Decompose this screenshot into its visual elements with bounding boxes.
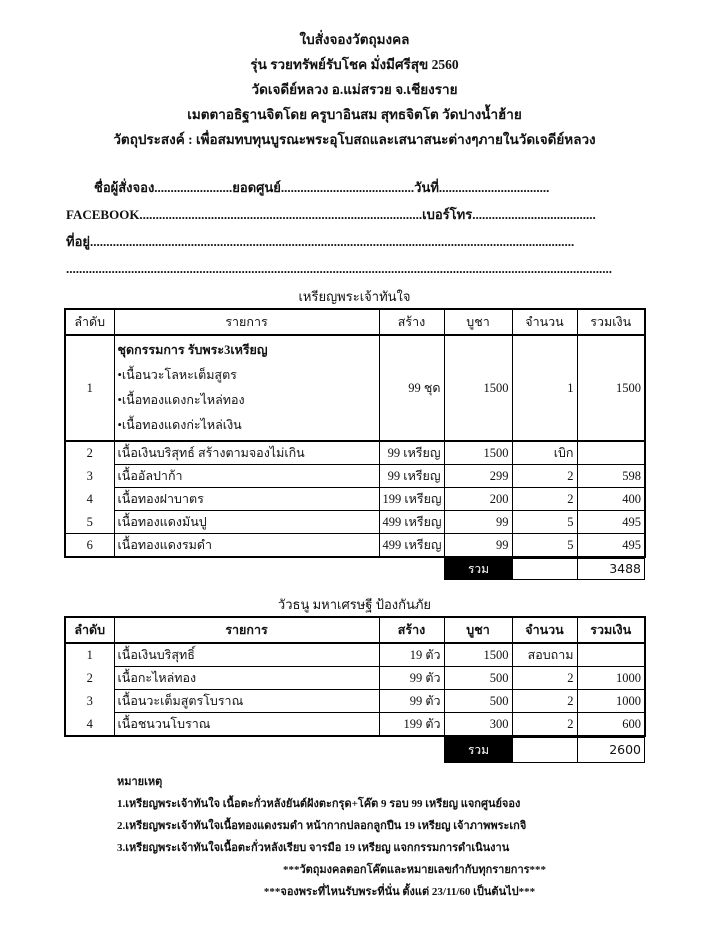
row-price: 200 (444, 488, 512, 511)
row-price: 99 (444, 511, 512, 534)
row-total (577, 643, 645, 667)
row-index: 2 (65, 441, 114, 465)
row-index: 3 (65, 465, 114, 488)
col-build-header: สร้าง (379, 309, 444, 335)
table1-title: เหรียญพระเจ้าทันใจ (298, 289, 411, 304)
table1 (64, 308, 646, 558)
blessing-line: เมตตาอธิฐานจิตโดย ครูบาอินสม สุทธจิตโต วัดปางน้ำฮ้าย (187, 107, 522, 122)
notes-heading: หมายเหตุ (117, 776, 163, 788)
grand-total: 2600 (578, 738, 645, 763)
grand-total: 3488 (578, 559, 645, 580)
footer-note-code: ***วัตถุมงคลตอกโค๊ตและหมายเลขกำกับทุกรายการ*** (282, 864, 547, 876)
col-total-header: รวมเงิน (577, 309, 645, 335)
row-qty: 2 (512, 690, 577, 713)
row-item: เนื้อชนวนโบราณ (114, 713, 379, 737)
row-index: 1 (65, 643, 114, 667)
row-qty: สอบถาม (512, 643, 577, 667)
row-price: 1500 (444, 335, 512, 441)
note-item: 3.เหรียญพระเจ้าทันใจเนื้อตะกั่วหลังเรียบ จารมือ 19 เหรียญ แจกกรรมการดำเนินงาน (117, 842, 510, 854)
footer-note-pickup: ***จองพระที่ไหนรับพระที่นั่น ตั้งแต่ 23/11/60 เป็นต้นไป*** (263, 886, 536, 898)
row-item: เนื้อทองแดงมันปู (114, 511, 379, 534)
row-build: 199 เหรียญ (379, 488, 444, 511)
col-qty-header: จำนวน (512, 309, 577, 335)
row-qty: 2 (512, 465, 577, 488)
table2-title: วัวธนู มหาเศรษฐี ป้องกันภัย (277, 597, 432, 612)
row-price: 500 (444, 667, 512, 690)
row-build: 199 ตัว (379, 713, 444, 737)
row-qty: 2 (512, 713, 577, 737)
set-sub-item: •เนื้อทองแดงก่ะไหล่เงิน (117, 418, 242, 432)
col-index-header: ลำดับ (65, 617, 114, 643)
row-total: 1500 (577, 335, 645, 441)
total-label: รวม (445, 738, 513, 763)
row-price: 99 (444, 534, 512, 558)
row-build: 99 ตัว (379, 667, 444, 690)
row-price: 1500 (444, 643, 512, 667)
table1-wrap (64, 308, 644, 580)
row-item: เนื้อนวะเต็มสูตรโบราณ (114, 690, 379, 713)
col-item-header: รายการ (114, 309, 379, 335)
row-item: เนื้ออัลปาก้า (114, 465, 379, 488)
row-qty: 2 (512, 667, 577, 690)
table2-wrap (64, 616, 644, 763)
row-price: 299 (444, 465, 512, 488)
table-row (65, 667, 645, 690)
row-total (577, 441, 645, 465)
note-item: 2.เหรียญพระเจ้าทันใจเนื้อทองแดงรมดำ หน้ากากปลอกลูกปืน 19 เหรียญ เจ้าภาพพระเกจิ (117, 820, 527, 832)
purpose-line: วัตถุประสงค์ : เพื่อสมทบทุนบูรณะพระอุโบสถและเสนาสนะต่างๆภายในวัดเจดีย์หลวง (113, 132, 596, 147)
row-total: 1000 (577, 667, 645, 690)
row-item: เนื้อเงินบริสุทธิ์ (114, 643, 379, 667)
table-row (65, 534, 645, 558)
set-heading: ชุดกรรมการ รับพระ3เหรียญ (117, 343, 268, 357)
temple-name: วัดเจดีย์หลวง อ.แม่สรวย จ.เชียงราย (251, 82, 458, 97)
row-item: เนื้อกะไหล่ทอง (114, 667, 379, 690)
document-title: ใบสั่งจองวัตถุมงคล (299, 32, 410, 47)
table-row (65, 441, 645, 465)
row-build: 499 เหรียญ (379, 534, 444, 558)
row-qty: 1 (512, 335, 577, 441)
table-row (65, 713, 645, 737)
row-total: 1000 (577, 690, 645, 713)
row-total: 400 (577, 488, 645, 511)
row-total: 495 (577, 534, 645, 558)
row-total: 598 (577, 465, 645, 488)
table-row (65, 511, 645, 534)
table1-header-row (65, 309, 645, 335)
col-total-header: รวมเงิน (577, 617, 645, 643)
col-item-header: รายการ (114, 617, 379, 643)
row-item: เนื้อทองแดงรมดำ (114, 534, 379, 558)
row-item: เนื้อเงินบริสุทธ์ สร้างตามจองไม่เกิน (114, 441, 379, 465)
form-line-facebook-phone[interactable]: FACEBOOK.......................................................................................เบอร์โทร...................................... (66, 207, 596, 222)
total-qty (513, 559, 578, 580)
table2 (64, 616, 646, 737)
set-sub-item: •เนื้อทองแดงกะไหล่ทอง (117, 393, 245, 407)
table2-total-row (444, 737, 645, 763)
row-item (114, 335, 379, 441)
table-row (65, 643, 645, 667)
note-item: 1.เหรียญพระเจ้าทันใจ เนื้อตะกั่วหลังยันต์ฝังตะกรุด+โค๊ต 9 รอบ 99 เหรียญ แจกศูนย์จอง (117, 798, 521, 810)
row-item: เนื้อทองฝาบาตร (114, 488, 379, 511)
row-build: 19 ตัว (379, 643, 444, 667)
table-row (65, 488, 645, 511)
set-sub-item: •เนื้อนวะโลหะเต็มสูตร (117, 368, 237, 382)
row-qty: 5 (512, 511, 577, 534)
table1-total-row (444, 558, 645, 580)
row-build: 99 เหรียญ (379, 441, 444, 465)
row-index: 6 (65, 534, 114, 558)
row-qty: 2 (512, 488, 577, 511)
row-index: 4 (65, 488, 114, 511)
row-index: 3 (65, 690, 114, 713)
row-total: 600 (577, 713, 645, 737)
row-total: 495 (577, 511, 645, 534)
total-qty (513, 738, 578, 763)
row-build: 99 ชุด (379, 335, 444, 441)
form-line-address[interactable]: ที่อยู่..................................................................................................................................................... (66, 234, 575, 249)
row-index: 2 (65, 667, 114, 690)
row-qty: 5 (512, 534, 577, 558)
form-line-address-cont[interactable]: ........................................................................................................................................................................ (66, 261, 612, 276)
row-index: 5 (65, 511, 114, 534)
row-build: 99 เหรียญ (379, 465, 444, 488)
row-index: 4 (65, 713, 114, 737)
total-label: รวม (445, 559, 513, 580)
order-form-fields (0, 174, 709, 282)
row-price: 1500 (444, 441, 512, 465)
col-index-header: ลำดับ (65, 309, 114, 335)
row-price: 300 (444, 713, 512, 737)
col-price-header: บูชา (444, 617, 512, 643)
edition-name: รุ่น รวยทรัพย์รับโชค มั่งมีศรีสุข 2560 (250, 57, 459, 72)
row-qty: เบิก (512, 441, 577, 465)
row-build: 99 ตัว (379, 690, 444, 713)
notes-section (117, 771, 709, 859)
form-line-name-center-date[interactable]: ชื่อผู้สั่งจอง........................ยอดศูนย์.........................................วันที่.................................. (94, 180, 550, 195)
row-build: 499 เหรียญ (379, 511, 444, 534)
table-row (65, 690, 645, 713)
table2-header-row (65, 617, 645, 643)
table-row (65, 465, 645, 488)
table-row (65, 335, 645, 441)
col-qty-header: จำนวน (512, 617, 577, 643)
row-index: 1 (65, 335, 114, 441)
col-price-header: บูชา (444, 309, 512, 335)
col-build-header: สร้าง (379, 617, 444, 643)
row-price: 500 (444, 690, 512, 713)
